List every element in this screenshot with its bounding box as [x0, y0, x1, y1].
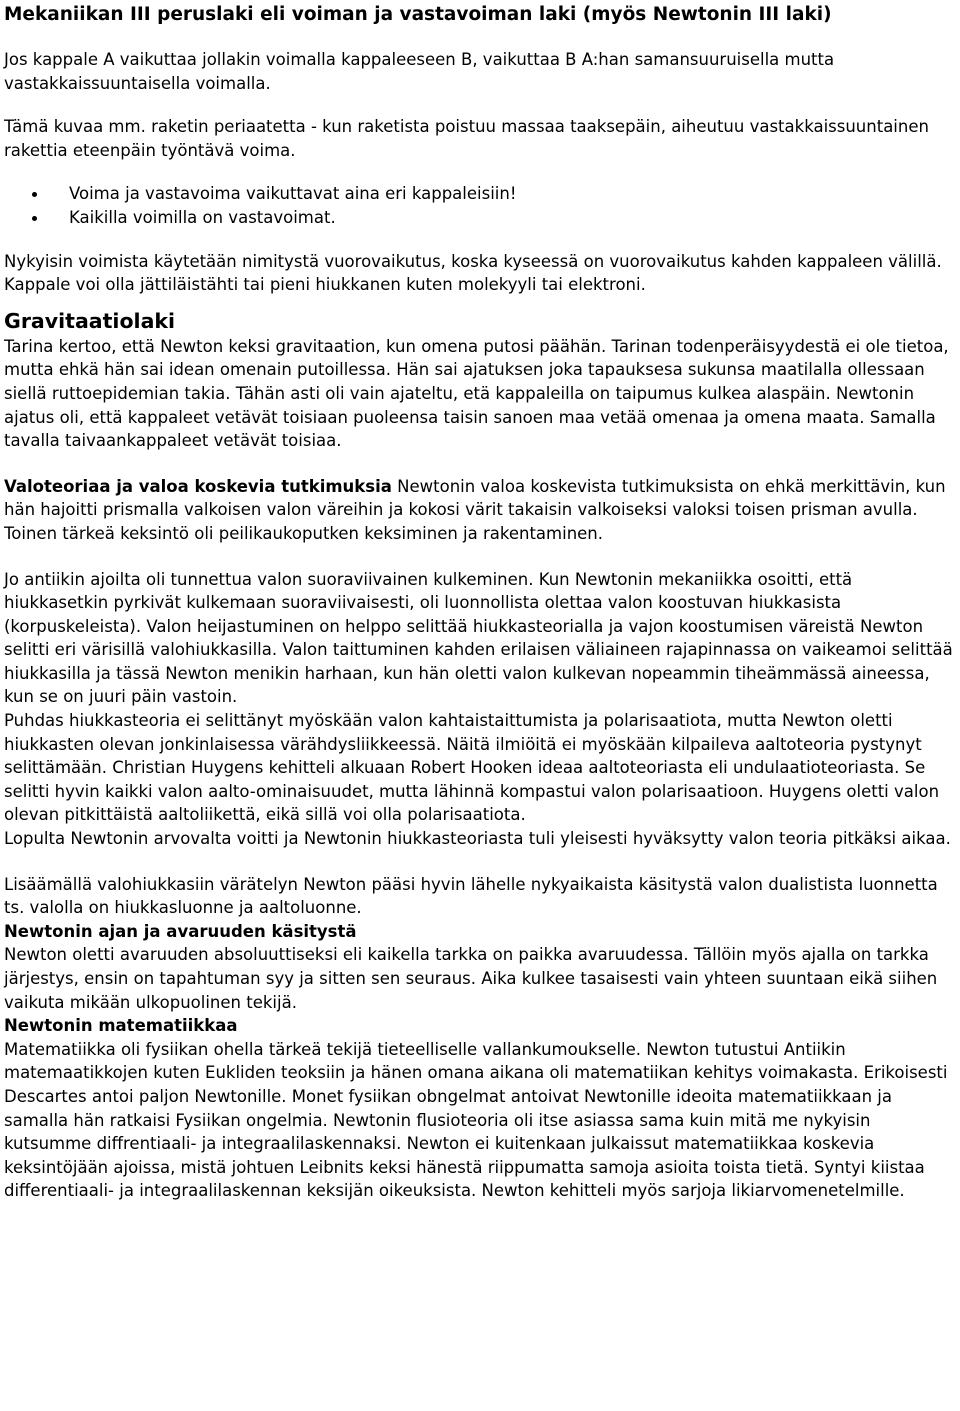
light-text: Newtonin valoa koskevista tutkimuksista on ehkä merkittävin, kun hän hajoitti prismalla valkoisen valon väreihin ja kokosi värit takaisin valkoiseksi valoksi toisen prisman avulla. Toinen tärkeä keksintö oli peilikaukoputken keksiminen ja rakentaminen. — [4, 476, 946, 543]
paragraph-newton-authority: Lopulta Newtonin arvovalta voitti ja Newtonin hiukkasteoriasta tuli yleisesti hyväksytty valon teoria pitkäksi aikaa. — [4, 829, 951, 849]
math-heading: Newtonin matematiikkaa — [4, 1016, 238, 1036]
paragraph-definition: Jos kappale A vaikuttaa jollakin voimalla kappaleeseen B, vaikuttaa B A:han samansuuruisella mutta vastakkaissuuntaisella voimalla. — [4, 50, 835, 93]
list-item: Voima ja vastavoima vaikuttavat aina eri kappaleisiin! — [4, 182, 954, 206]
space-heading: Newtonin ajan ja avaruuden käsitystä — [4, 921, 357, 941]
light-heading: Valoteoriaa ja valoa koskevia tutkimuksia — [4, 476, 392, 496]
gravity-heading: Gravitaatiolaki — [4, 308, 176, 333]
paragraph-rocket: Tämä kuvaa mm. raketin periaatetta - kun raketista poistuu massaa taaksepäin, aiheutuu vastakkaissuuntainen rakettia eteenpäin työntävä voima. — [4, 117, 929, 160]
gravity-paragraph: Tarina kertoo, että Newton keksi gravitaation, kun omena putosi päähän. Tarinan todenperäisyydestä ei ole tietoa, mutta ehkä hän sai idean omenain putoillessa. Hän sai ajatuksen joka tapauksesa sukunsa maatilalla ollessaan siellä ruttoepidemian takia. Tähän asti oli vain ajateltu, etä kappaleilla on taipumus kulkea alaspäin. Newtonin ajatus oli, että kappaleet vetävät toisiaan puoleensa taisin sanoen maa vetää omenaa ja omena maata. Samalla tavalla taivaankappaleet vetävät toisiaa. — [4, 336, 949, 451]
space-paragraph: Newton oletti avaruuden absoluuttiseksi eli kaikella tarkka on paikka avaruudessa. Tällöin myös ajalla on tarkka järjestys, ensin on tapahtuman syy ja sitten sen seuraus. Aika kulkee tasaisesti vain yhteen suuntaan eikä siihen vaikuta mikään ulkopuolinen tekijä. — [4, 945, 938, 1012]
paragraph-particle-theory: Puhdas hiukkasteoria ei selittänyt myöskään valon kahtaistaittumista ja polarisaatiota, mutta Newton oletti hiukkasten olevan jonkinlaisessa värähdysliikkeessä. Näitä ilmiöitä ei myöskään kilpaileva aaltoteoria pystynyt selittämään. Christian Huygens kehitteli alkuaan Robert Hooken ideaa aaltoteoriasta eli undulaatioteoriasta. Se selitti hyvin kaikki valon aalto-ominaisuudet, mutta lähinnä kompastui valon polarisaatioon. Huygens oletti valon olevan pitkittäistä aaltoliikettä, eikä sillä voi olla polarisaatiota. — [4, 711, 940, 825]
paragraph-interaction: Nykyisin voimista käytetään nimitystä vuorovaikutus, koska kyseessä on vuorovaikutus kahden kappaleen välillä. Kappale voi olla jättiläistähti tai pieni hiukkanen kuten molekyyli tai elektroni. — [4, 251, 942, 295]
bullet-list — [4, 182, 954, 229]
light-paragraph — [4, 475, 954, 546]
list-item: Kaikilla voimilla on vastavoimat. — [4, 206, 954, 230]
page-title: Mekaniikan III peruslaki eli voiman ja vastavoiman laki (myös Newtonin III laki) — [4, 4, 832, 25]
math-paragraph: Matematiikka oli fysiikan ohella tärkeä tekijä tieteelliselle vallankumoukselle. Newton tutustui Antiikin matemaatikkojen kuten Eukliden teoksiin ja hänen omana aikana oli matematiikan kehitys voimakasta. Erikoisesti Descartes antoi paljon Newtonille. Monet fysiikan obngelmat antoivat Newtonille ideoita matematiikkaan ja samalla hän ratkaisi Fysiikan ongelmia. Newtonin flusioteoria oli itse asiassa sama kuin mitä me nykyisin kutsumme diffrentiaali- ja integraalilaskennaksi. Newton ei kuitenkaan julkaissut matematiikkaa koskevia keksintöjään ajoissa, mistä johtuen Leibnits keksi hänestä riippumatta samoja asioita toista tietä. Syntyi kiistaa differentiaali- ja integraalilaskennan keksijän oikeuksista. Newton kehitteli myös sarjoja likiarvomenetelmille. — [4, 1039, 948, 1201]
paragraph-dualism: Lisäämällä valohiukkasiin värätelyn Newton pääsi hyvin lähelle nykyaikaista käsitystä valon dualistista luonnetta ts. valolla on hiukkasluonne ja aaltoluonne. — [4, 874, 938, 918]
paragraph-antiquity: Jo antiikin ajoilta oli tunnettua valon suoraviivainen kulkeminen. Kun Newtonin mekaniikka osoitti, että hiukkasetkin pyrkivät kulkemaan suoraviivaisesti, oli luonnollista olettaa valon koostuvan hiukkasista (korpuskeleista). Valon heijastuminen on helppo selittää hiukkasteorialla ja vajon koostumisen väreistä Newton selitti eri värisillä valohiukkasilla. Valon taittuminen kahden erilaisen väliaineen rajapinnassa on vaikeamoi selittää hiukkasilla ja tässä Newton menikin harhaan, kun hän oletti valon kulkevan nopeammin tiheämmässä aineessa, kun se on juuri päin vastoin. — [4, 569, 953, 707]
